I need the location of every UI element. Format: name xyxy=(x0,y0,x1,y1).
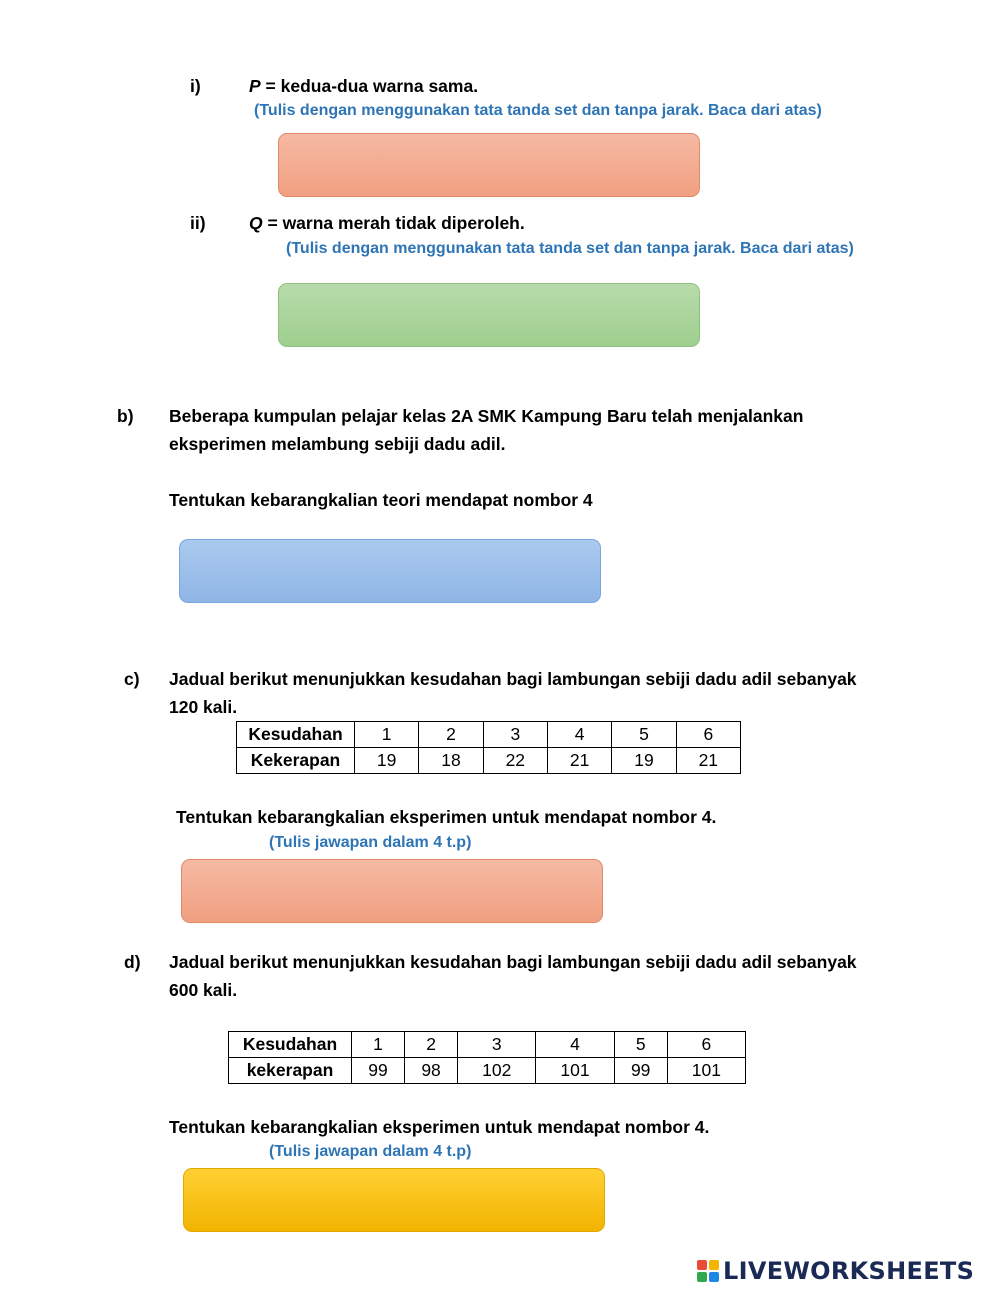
part-b-label: b) xyxy=(117,406,134,426)
liveworksheets-logo xyxy=(697,1257,974,1285)
part-c-line1: Jadual berikut menunjukkan kesudahan bagi lambungan sebiji dadu adil sebanyak xyxy=(169,669,857,689)
item-i-number: i) xyxy=(190,76,201,96)
table-cell: 18 xyxy=(419,748,483,774)
table-header-frequency: Kekerapan xyxy=(237,748,355,774)
answer-box-c[interactable] xyxy=(181,859,603,923)
table-cell: 99 xyxy=(352,1058,405,1084)
table-cell: 19 xyxy=(355,748,419,774)
table-cell: 3 xyxy=(458,1032,536,1058)
frequency-table-c xyxy=(236,721,741,774)
variable-p: P xyxy=(249,76,261,96)
part-c-line2: 120 kali. xyxy=(169,697,238,717)
table-cell: 99 xyxy=(614,1058,667,1084)
logo-tile xyxy=(697,1260,707,1270)
table-cell: 6 xyxy=(676,722,740,748)
table-header-outcome: Kesudahan xyxy=(229,1032,352,1058)
variable-q: Q xyxy=(249,213,263,233)
part-d-line1: Jadual berikut menunjukkan kesudahan bagi lambungan sebiji dadu adil sebanyak xyxy=(169,952,857,972)
answer-box-d[interactable] xyxy=(183,1168,605,1232)
part-b-question: Tentukan kebarangkalian teori mendapat nombor 4 xyxy=(169,490,593,510)
table-cell: 2 xyxy=(419,722,483,748)
logo-tile xyxy=(697,1272,707,1282)
item-ii-statement xyxy=(249,212,525,234)
part-b-line1: Beberapa kumpulan pelajar kelas 2A SMK Kampung Baru telah menjalankan xyxy=(169,406,804,426)
part-c-note: (Tulis jawapan dalam 4 t.p) xyxy=(269,834,472,851)
item-i-note: (Tulis dengan menggunakan tata tanda set dan tanpa jarak. Baca dari atas) xyxy=(254,102,822,119)
table-cell: 4 xyxy=(536,1032,614,1058)
table-cell: 1 xyxy=(352,1032,405,1058)
table-cell: 21 xyxy=(547,748,611,774)
table-cell: 3 xyxy=(483,722,547,748)
item-ii-number: ii) xyxy=(190,213,206,233)
part-d-note: (Tulis jawapan dalam 4 t.p) xyxy=(269,1143,472,1160)
part-c-label: c) xyxy=(124,669,140,689)
table-cell: 5 xyxy=(612,722,676,748)
table-row xyxy=(237,748,741,774)
answer-box-i[interactable] xyxy=(278,133,700,197)
liveworksheets-logo-icon xyxy=(697,1260,719,1282)
table-cell: 22 xyxy=(483,748,547,774)
part-d-label: d) xyxy=(124,952,141,972)
item-ii-text: = warna merah tidak diperoleh. xyxy=(262,213,525,233)
table-cell: 19 xyxy=(612,748,676,774)
table-row xyxy=(237,722,741,748)
frequency-table-d xyxy=(228,1031,746,1084)
part-d-question: Tentukan kebarangkalian eksperimen untuk mendapat nombor 4. xyxy=(169,1117,710,1137)
part-c-question: Tentukan kebarangkalian eksperimen untuk mendapat nombor 4. xyxy=(176,807,717,827)
table-header-outcome: Kesudahan xyxy=(237,722,355,748)
logo-tile xyxy=(709,1272,719,1282)
table-header-frequency: kekerapan xyxy=(229,1058,352,1084)
logo-text: LIVEWORKSHEETS xyxy=(723,1257,975,1285)
item-i-text: = kedua-dua warna sama. xyxy=(260,76,479,96)
table-cell: 5 xyxy=(614,1032,667,1058)
part-b-line2: eksperimen melambung sebiji dadu adil. xyxy=(169,434,506,454)
item-i-statement xyxy=(249,75,478,97)
table-cell: 101 xyxy=(536,1058,614,1084)
logo-tile xyxy=(709,1260,719,1270)
table-cell: 101 xyxy=(667,1058,745,1084)
answer-box-b[interactable] xyxy=(179,539,601,603)
answer-box-ii[interactable] xyxy=(278,283,700,347)
table-cell: 2 xyxy=(405,1032,458,1058)
table-row xyxy=(229,1032,746,1058)
table-cell: 6 xyxy=(667,1032,745,1058)
table-cell: 102 xyxy=(458,1058,536,1084)
table-cell: 98 xyxy=(405,1058,458,1084)
table-cell: 21 xyxy=(676,748,740,774)
table-row xyxy=(229,1058,746,1084)
item-ii-note: (Tulis dengan menggunakan tata tanda set dan tanpa jarak. Baca dari atas) xyxy=(286,240,854,257)
table-cell: 4 xyxy=(547,722,611,748)
table-cell: 1 xyxy=(355,722,419,748)
part-d-line2: 600 kali. xyxy=(169,980,238,1000)
